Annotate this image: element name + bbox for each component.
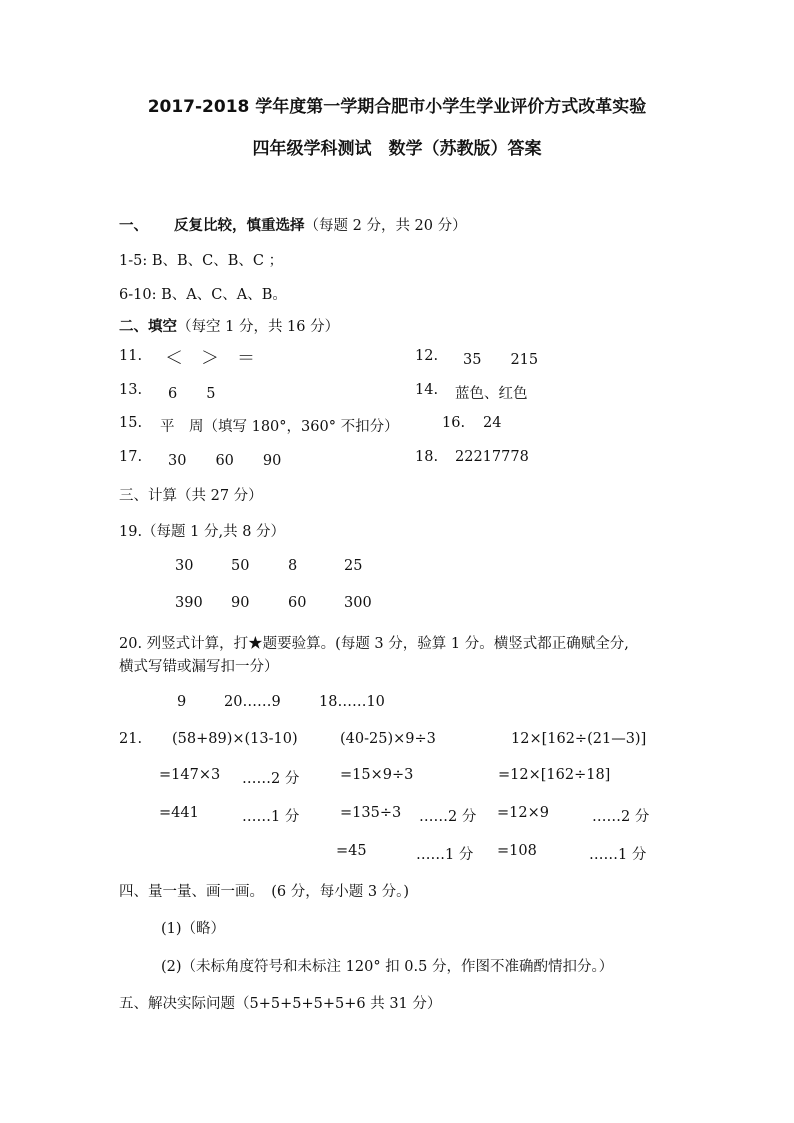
q21b-score2: ……1 分	[416, 847, 474, 863]
section1-note: （每题 2 分，共 20 分）	[304, 218, 467, 234]
section1-answers-1-5: 1-5: B、B、C、B、C ；	[119, 253, 284, 269]
section2-heading	[119, 315, 339, 336]
q16-answer: 24	[483, 415, 502, 431]
q11-number: 11.	[119, 348, 143, 364]
q19-row2-answer: 390	[175, 595, 203, 611]
q12-answer: 35 215	[463, 352, 539, 368]
q21c-expression: 12×[162÷(21—3)]	[511, 731, 647, 747]
q21b-score1: ……2 分	[419, 809, 477, 825]
section5-heading: 五、解决实际问题（5+5+5+5+5+6 共 31 分）	[119, 996, 442, 1012]
section4-item2: (2)（未标角度符号和未标注 120° 扣 0.5 分，作图不准确酌情扣分。）	[161, 959, 614, 975]
q21b-step1: =15×9÷3	[340, 767, 414, 783]
q21c-step2: =12×9	[497, 805, 549, 821]
q21a-score2: ……1 分	[242, 809, 300, 825]
q15-number: 15.	[119, 415, 143, 431]
q12-number: 12.	[415, 348, 439, 364]
q21b-step2: =135÷3	[340, 805, 402, 821]
q20-instructions-line2: 横式写错或漏写扣一分）	[119, 659, 279, 675]
q16-number: 16.	[442, 415, 466, 431]
section1-number: 一、	[119, 218, 148, 234]
q15-answer: 平 周（填写 180°，360° 不扣分）	[160, 419, 399, 435]
section3-heading: 三、计算（共 27 分）	[119, 488, 263, 504]
section1-heading	[119, 214, 467, 235]
q19-row2-answer: 90	[231, 595, 250, 611]
q18-number: 18.	[415, 449, 439, 465]
q19-row2-answer: 300	[344, 595, 372, 611]
q20-answer: 18……10	[319, 694, 385, 710]
q21c-score1: ……2 分	[592, 809, 650, 825]
q19-row1-answer: 30	[175, 558, 194, 574]
section1-answers-6-10: 6-10: B、A、C、A、B。	[119, 287, 287, 303]
q21a-step2: =441	[159, 805, 199, 821]
q20-answer: 20……9	[224, 694, 281, 710]
section2-title: 二、填空	[119, 319, 177, 335]
q21a-score1: ……2 分	[242, 771, 300, 787]
q21c-step3: =108	[497, 843, 537, 859]
q14-number: 14.	[415, 382, 439, 398]
q19-row1-answer: 25	[344, 558, 363, 574]
section2-note: （每空 1 分，共 16 分）	[177, 319, 340, 335]
q19-row1-answer: 50	[231, 558, 250, 574]
q19-label: 19.（每题 1 分,共 8 分）	[119, 524, 286, 540]
q21-number: 21.	[119, 731, 143, 747]
section4-item1: (1)（略）	[161, 921, 226, 937]
section1-title: 反复比较，慎重选择	[174, 218, 305, 234]
q11-answer: ＜ ＞ ＝	[165, 348, 255, 369]
q19-row1-answer: 8	[288, 558, 298, 574]
section4-heading: 四、量一量、画一画。 (6 分，每小题 3 分。)	[119, 884, 410, 900]
document-title-line1: 2017-2018 学年度第一学期合肥市小学生学业评价方式改革实验	[147, 97, 647, 117]
q14-answer: 蓝色、红色	[455, 386, 528, 402]
document-title-line2: 四年级学科测试 数学（苏教版）答案	[252, 139, 542, 159]
q13-number: 13.	[119, 382, 143, 398]
q20-instructions-line1: 20. 列竖式计算，打★题要验算。(每题 3 分，验算 1 分。横竖式都正确赋全分,	[119, 636, 629, 652]
q17-number: 17.	[119, 449, 143, 465]
q21b-expression: (40-25)×9÷3	[340, 731, 436, 747]
q21a-step1: =147×3	[159, 767, 221, 783]
q19-row2-answer: 60	[288, 595, 307, 611]
q18-answer: 22217778	[455, 449, 529, 465]
q21c-score2: ……1 分	[589, 847, 647, 863]
q21c-step1: =12×[162÷18]	[498, 767, 611, 783]
q17-answer: 30 60 90	[168, 453, 282, 469]
q21a-expression: (58+89)×(13-10)	[172, 731, 298, 747]
q21b-step3: =45	[336, 843, 367, 859]
q20-answer: 9	[177, 694, 187, 710]
q13-answer: 6 5	[168, 386, 216, 402]
